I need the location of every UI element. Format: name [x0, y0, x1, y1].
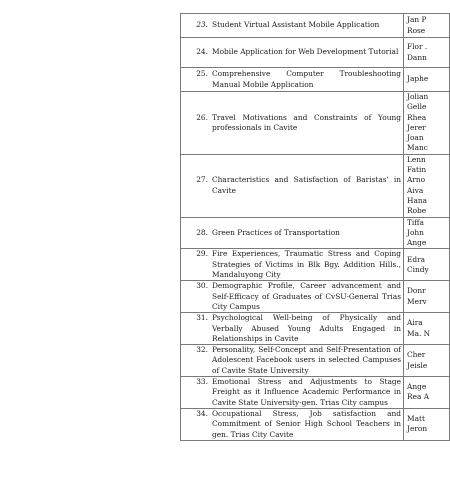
title-cell [181, 92, 404, 155]
row-number: 33. [196, 377, 208, 387]
research-title: Personality, Self-Concept and Self-Presentation of Adolescent Facebook users in selected Campuses of Cavite State University [212, 345, 401, 375]
row-number: 30. [196, 281, 208, 291]
table-row [181, 377, 450, 409]
row-number: 23. [196, 20, 208, 30]
title-line [184, 47, 401, 57]
table-row [181, 92, 450, 155]
research-title: Travel Motivations and Constraints of Young professionals in Cavite [212, 112, 401, 132]
author-name: Edra [407, 254, 426, 264]
author-name: Gelle [407, 102, 427, 112]
author-name: Matt [407, 414, 425, 424]
title-cell [181, 249, 404, 281]
title-cell [181, 154, 404, 217]
authors-cell [404, 68, 450, 92]
author-name: Jan P [407, 15, 427, 25]
author-name: Manc [407, 143, 428, 153]
author-name: Joan [407, 133, 424, 143]
author-name: Fatin [407, 165, 427, 175]
research-title: Student Virtual Assistant Mobile Application [212, 20, 380, 30]
author-name: Flor . [407, 42, 428, 52]
title-cell [181, 38, 404, 68]
title-line [184, 281, 401, 312]
row-number: 29. [196, 249, 208, 259]
title-cell [181, 377, 404, 409]
table-row [181, 345, 450, 377]
title-cell [181, 217, 404, 249]
author-name: Jerer [407, 122, 426, 132]
row-number: 31. [196, 313, 208, 323]
authors-cell [404, 14, 450, 38]
authors-cell [404, 377, 450, 409]
research-title: Comprehensive Computer Troubleshooting Manual Mobile Application [212, 69, 401, 89]
author-name: Tiffa [407, 217, 424, 227]
title-line [184, 345, 401, 376]
author-name: Donr [407, 286, 426, 296]
author-name: Ange [407, 238, 427, 248]
research-title: Occupational Stress, Job satisfaction and Commitment of Senior High School Teachers in gen. Trias City Cavite [212, 408, 401, 439]
research-title: Psychological Well-being of Physically and Verbally Abused Young Adults Engaged in Relationships in Cavite [212, 313, 401, 343]
author-name: Cher [407, 350, 426, 360]
author-name: Aira [407, 318, 423, 328]
title-cell [181, 68, 404, 92]
row-number: 25. [196, 69, 208, 79]
author-name: Hana [407, 195, 428, 205]
row-number: 26. [196, 112, 208, 122]
title-line [184, 409, 401, 440]
title-cell [181, 345, 404, 377]
research-title: Demographic Profile, Career advancement and Self-Efficacy of Graduates of CvSU-General Trias City Campus [212, 281, 401, 311]
title-line [184, 175, 401, 196]
table-row [181, 217, 450, 249]
table-row [181, 313, 450, 345]
author-name: Rose [407, 25, 426, 35]
authors-cell [404, 281, 450, 313]
author-name: Ange [407, 382, 427, 392]
title-line [184, 249, 401, 280]
author-name: Rea A [407, 392, 430, 402]
title-cell [181, 14, 404, 38]
author-name: Japhe [407, 74, 429, 84]
authors-cell [404, 217, 450, 249]
author-name: Jeron [407, 424, 428, 434]
authors-cell [404, 38, 450, 68]
title-cell [181, 408, 404, 440]
table-row [181, 408, 450, 440]
authors-cell [404, 92, 450, 155]
table-body [181, 14, 450, 441]
author-name: John [407, 227, 424, 237]
authors-cell [404, 154, 450, 217]
author-name: Lenn [407, 154, 426, 164]
research-title: Green Practices of Transportation [212, 227, 340, 237]
row-number: 27. [196, 175, 208, 185]
title-cell [181, 281, 404, 313]
author-name: Jeisle [407, 360, 428, 370]
author-name: Dann [407, 52, 427, 62]
row-number: 28. [196, 227, 208, 237]
author-name: Jolian [407, 92, 429, 101]
author-name: Merv [407, 296, 427, 306]
authors-cell [404, 313, 450, 345]
title-line [184, 20, 401, 30]
research-titles-table [180, 13, 450, 441]
table-row [181, 38, 450, 68]
author-name: Rhea [407, 112, 427, 122]
author-name: Robe [407, 206, 427, 216]
title-line [184, 377, 401, 408]
authors-cell [404, 408, 450, 440]
author-name: Arno [407, 175, 426, 185]
table-row [181, 14, 450, 38]
author-name: Aiva [407, 185, 424, 195]
table-row [181, 154, 450, 217]
title-cell [181, 313, 404, 345]
row-number: 34. [196, 408, 208, 418]
authors-cell [404, 249, 450, 281]
title-line [184, 313, 401, 344]
title-line [184, 228, 401, 238]
authors-cell [404, 345, 450, 377]
research-title: Fire Experiences, Traumatic Stress and Coping Strategies of Victims in Blk Bgy. Addition Hills., Mandaluyong City [212, 249, 401, 280]
title-line [184, 69, 401, 90]
table-row [181, 249, 450, 281]
research-title: Characteristics and Satisfaction of Baristas' in Cavite [212, 175, 401, 195]
title-line [184, 113, 401, 134]
research-title: Emotional Stress and Adjustments to Stage Freight as it Influence Academic Performance in Cavite State University-gen. Trias City campus [212, 377, 401, 407]
row-number: 32. [196, 345, 208, 355]
table-row [181, 281, 450, 313]
table-row [181, 68, 450, 92]
research-title: Mobile Application for Web Development Tutorial [212, 47, 399, 57]
author-name: Ma. N [407, 328, 431, 338]
row-number: 24. [196, 47, 208, 57]
author-name: Cindy [407, 264, 429, 274]
